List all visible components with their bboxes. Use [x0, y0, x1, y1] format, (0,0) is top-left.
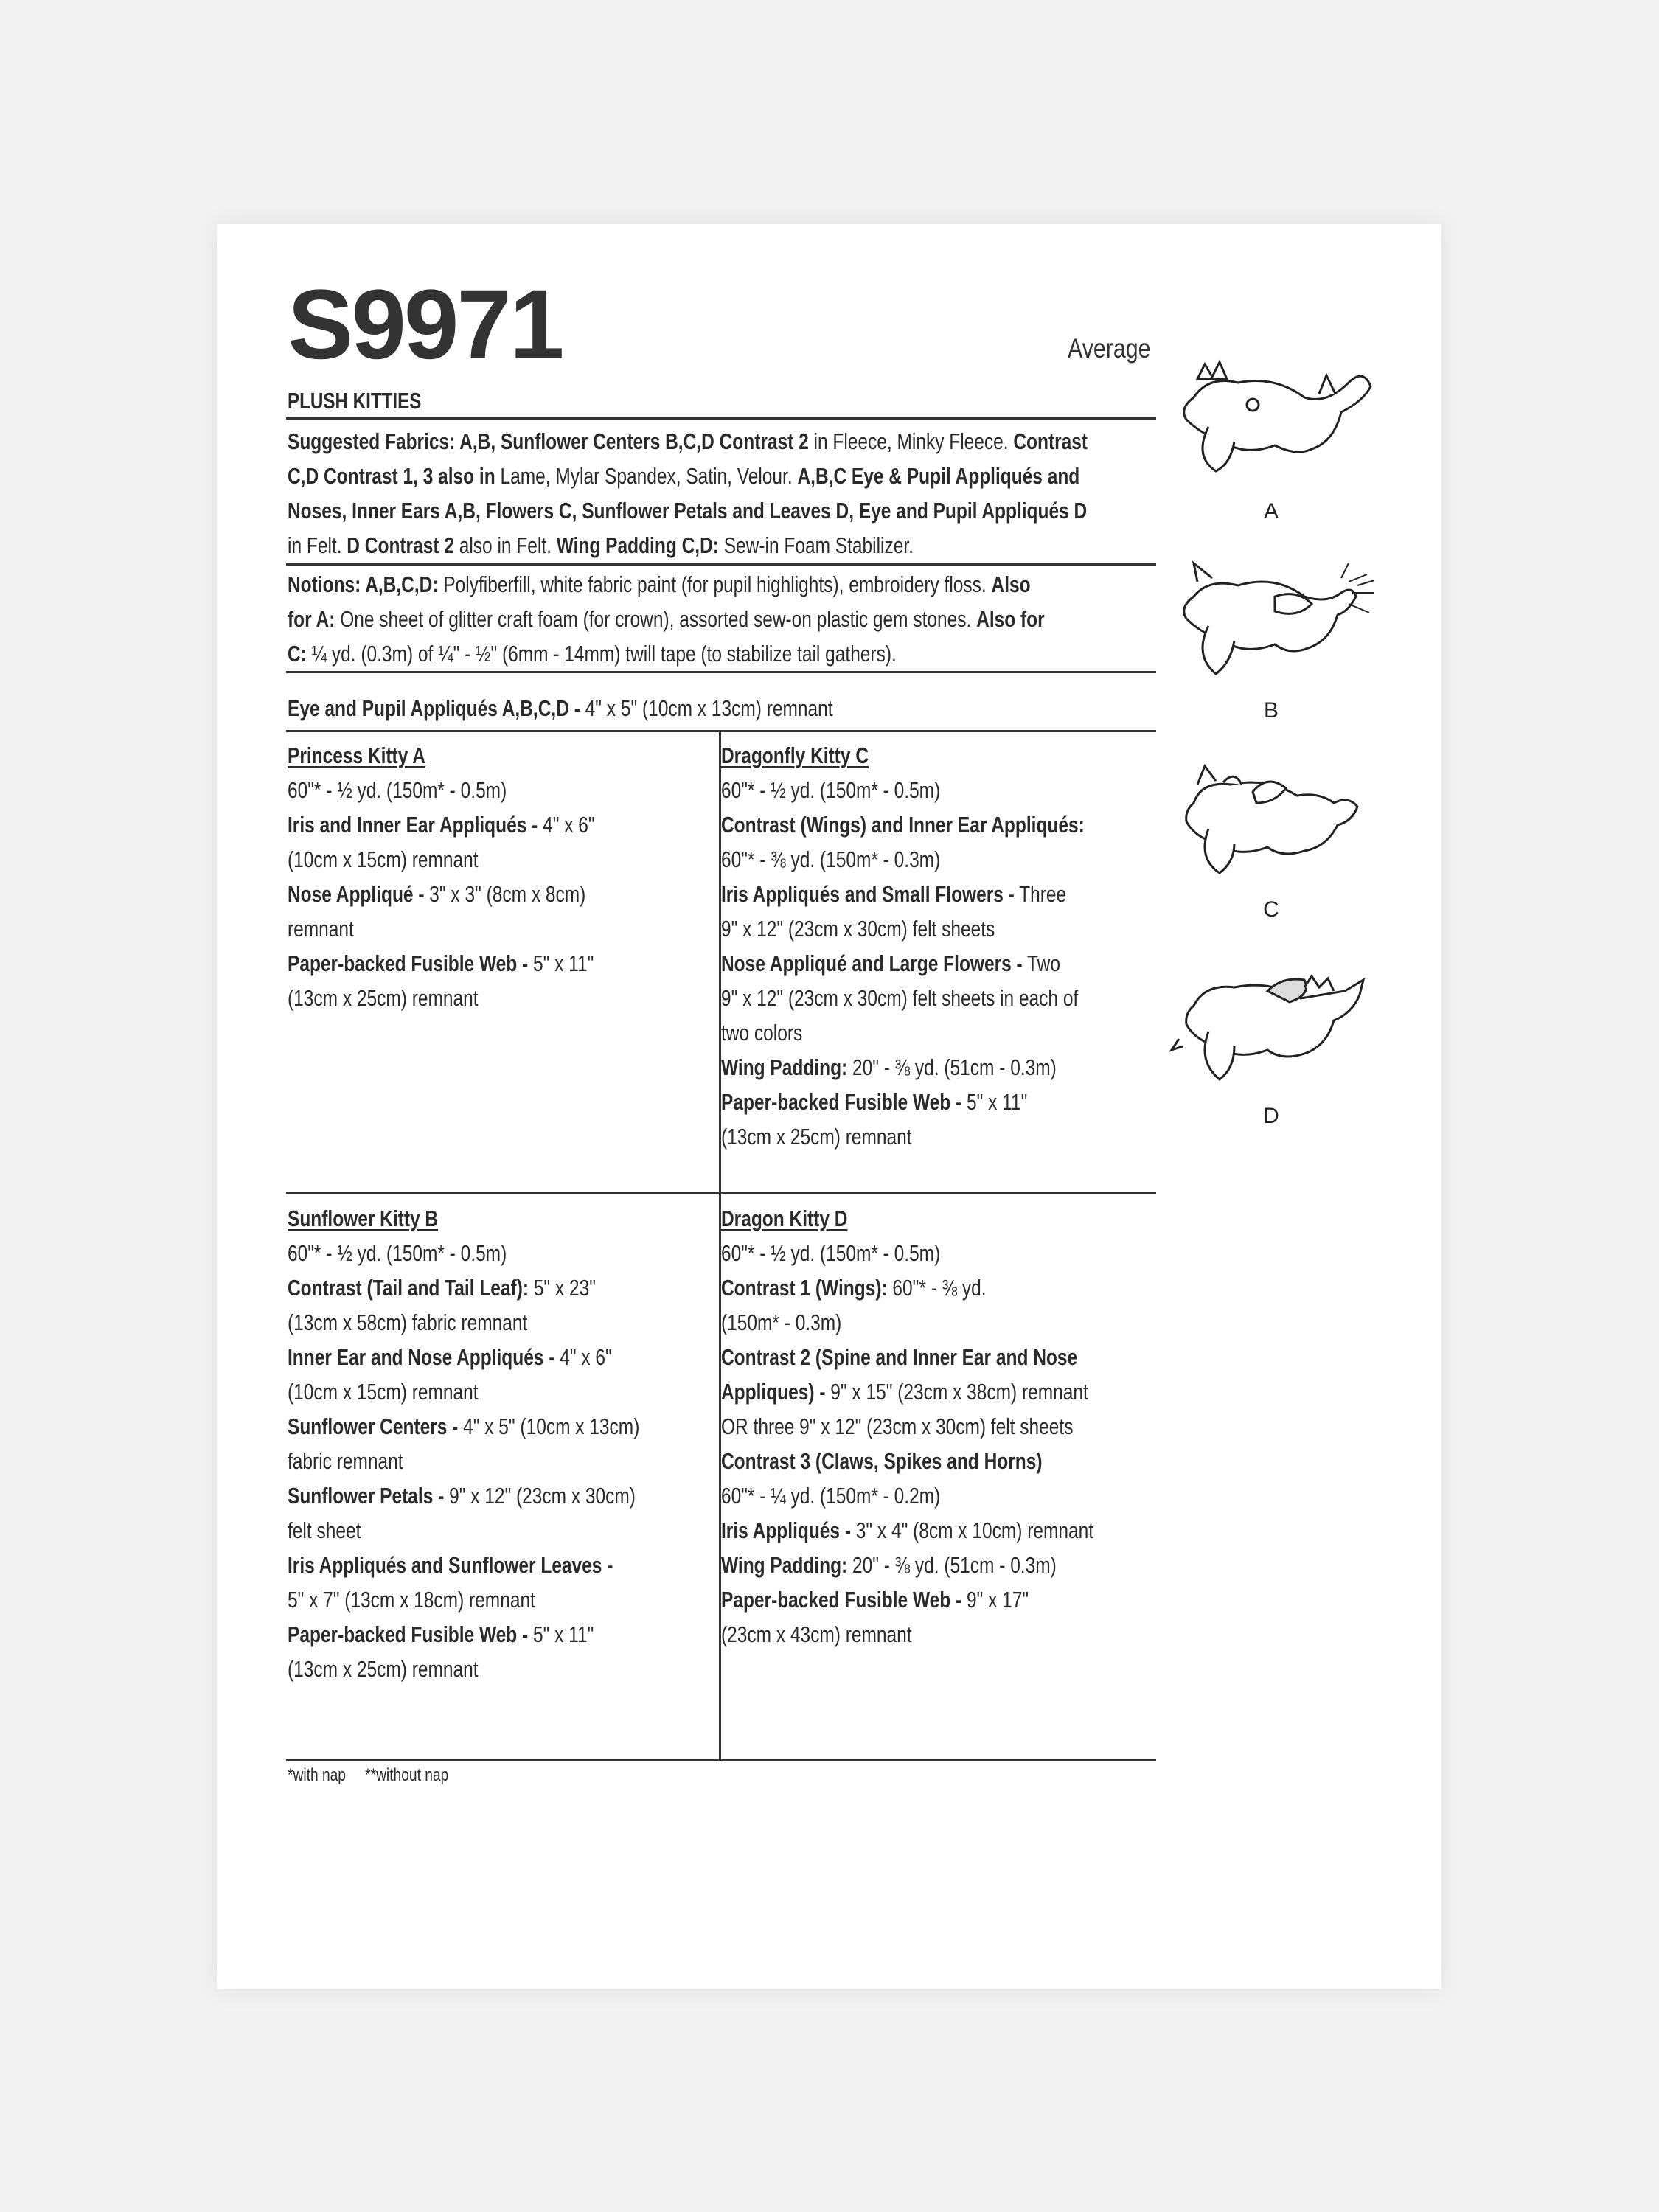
divider	[286, 730, 1156, 732]
text-line	[288, 1374, 639, 1409]
text-line	[288, 1652, 639, 1686]
text-run: 60"* - ¼ yd. (150m* - 0.2m)	[721, 1483, 941, 1509]
text-run: OR three 9" x 12" (23cm x 30cm) felt sheets	[721, 1413, 1074, 1439]
bold-label: C:	[288, 641, 307, 667]
text-line	[288, 911, 595, 946]
text-run: Polyfiberfill, white fabric paint (for pupil highlights), embroidery floss.	[438, 571, 992, 597]
eye-pupil-appliques	[288, 691, 833, 726]
bold-label: Wing Padding:	[721, 1054, 848, 1080]
text-run: (10cm x 15cm) remnant	[288, 846, 479, 872]
text-line	[721, 1085, 1085, 1119]
bold-label: D Contrast 2	[347, 532, 454, 558]
bold-label: for A:	[288, 606, 335, 632]
text-run: (13cm x 25cm) remnant	[288, 985, 479, 1011]
text-line	[288, 1409, 639, 1444]
text-line	[721, 1374, 1093, 1409]
dragonfly-kitty-illustration	[1164, 751, 1378, 891]
bold-label: Contrast (Wings) and Inner Ear Appliqués:	[721, 812, 1085, 838]
bold-label: Contrast (Tail and Tail Leaf):	[288, 1275, 529, 1301]
text-line	[721, 1119, 1085, 1154]
view-label-b: B	[1263, 698, 1279, 723]
text-run: 5" x 23"	[529, 1275, 596, 1301]
view-c	[1161, 751, 1382, 922]
text-line	[288, 1548, 639, 1582]
text-run: 4" x 6"	[538, 812, 595, 838]
text-line	[721, 1548, 1093, 1582]
text-run: felt sheet	[288, 1517, 361, 1543]
bold-label: Suggested Fabrics: A,B, Sunflower Centers B,C,D Contrast 2	[288, 428, 809, 454]
text-line	[721, 981, 1085, 1015]
pattern-title: PLUSH KITTIES	[288, 388, 422, 414]
text-line	[288, 1444, 639, 1478]
text-run: fabric remnant	[288, 1448, 403, 1474]
view-label-a: A	[1263, 499, 1279, 524]
bold-label: A,B,C Eye & Pupil Appliqués and	[797, 463, 1080, 489]
text-line	[288, 1513, 639, 1548]
text-line	[288, 1270, 639, 1305]
view-label-d: D	[1263, 1104, 1279, 1128]
bold-label: Noses, Inner Ears A,B, Flowers C, Sunflower Petals and Leaves D, Eye and Pupil Appliqués D	[288, 498, 1088, 524]
text-run: 9" x 12" (23cm x 30cm)	[444, 1483, 636, 1509]
text-line	[288, 981, 595, 1015]
text-line	[721, 773, 1085, 807]
bold-label: Iris and Inner Ear Appliqués -	[288, 812, 538, 838]
view-heading: Dragon Kitty D	[721, 1206, 848, 1231]
text-line	[721, 1513, 1093, 1548]
text-line	[288, 691, 833, 726]
text-line	[721, 1050, 1085, 1085]
bold-label: Paper-backed Fusible Web -	[721, 1089, 962, 1115]
text-line	[721, 877, 1085, 911]
text-run: (150m* - 0.3m)	[721, 1310, 842, 1335]
footnote-without-nap: **without nap	[365, 1765, 449, 1785]
text-line	[721, 1015, 1085, 1050]
text-run: (13cm x 58cm) fabric remnant	[288, 1310, 528, 1335]
text-line	[288, 1201, 639, 1236]
text-line	[721, 807, 1085, 842]
princess-kitty-illustration	[1164, 353, 1378, 493]
view-princess-kitty-a	[288, 738, 595, 1015]
text-run: Two	[1022, 950, 1060, 976]
bold-label: Inner Ear and Nose Appliqués -	[288, 1344, 555, 1370]
view-sunflower-kitty-b	[288, 1201, 639, 1686]
text-line	[288, 877, 595, 911]
view-heading: Sunflower Kitty B	[288, 1206, 439, 1231]
text-line	[721, 1444, 1093, 1478]
dragon-kitty-illustration	[1164, 950, 1378, 1098]
text-run: 60"* - ½ yd. (150m* - 0.5m)	[721, 1240, 941, 1266]
text-line	[721, 1478, 1093, 1513]
text-line	[721, 738, 1085, 773]
text-line	[288, 1478, 639, 1513]
bold-label: Paper-backed Fusible Web -	[288, 1621, 529, 1647]
divider	[286, 1192, 1156, 1194]
text-line	[721, 842, 1085, 877]
sunflower-kitty-illustration	[1164, 552, 1378, 692]
text-line	[721, 1305, 1093, 1340]
bold-label: Wing Padding C,D:	[556, 532, 719, 558]
view-b	[1161, 552, 1382, 723]
text-run: in Felt.	[288, 532, 347, 558]
text-run: 5" x 11"	[961, 1089, 1028, 1115]
view-label-c: C	[1263, 897, 1279, 922]
text-run: ¼ yd. (0.3m) of ¼" - ½" (6mm - 14mm) twill tape (to stabilize tail gathers).	[306, 641, 897, 667]
text-run: Lame, Mylar Spandex, Satin, Velour.	[495, 463, 798, 489]
text-run: (13cm x 25cm) remnant	[288, 1656, 479, 1682]
text-line	[288, 1236, 639, 1270]
bold-label: Sunflower Petals -	[288, 1483, 445, 1509]
text-run: 60"* - ½ yd. (150m* - 0.5m)	[721, 777, 941, 803]
bold-label: Eye and Pupil Appliqués A,B,C,D -	[288, 695, 580, 721]
text-run: 20" - ⅜ yd. (51cm - 0.3m)	[847, 1054, 1057, 1080]
text-run: Sew-in Foam Stabilizer.	[718, 532, 914, 558]
text-line	[288, 459, 1088, 493]
bold-label: Sunflower Centers -	[288, 1413, 459, 1439]
bold-label: Contrast 2 (Spine and Inner Ear and Nose	[721, 1344, 1078, 1370]
text-run: in Fleece, Minky Fleece.	[808, 428, 1014, 454]
pattern-number: S9971	[288, 270, 563, 380]
text-line	[288, 493, 1088, 528]
view-heading: Princess Kitty A	[288, 742, 425, 768]
text-line	[288, 738, 595, 773]
view-dragon-kitty-d	[721, 1201, 1093, 1652]
text-run: Three	[1014, 881, 1067, 907]
text-line	[288, 424, 1088, 459]
text-run: 3" x 3" (8cm x 8cm)	[424, 881, 586, 907]
bold-label: Contrast 1 (Wings):	[721, 1275, 888, 1301]
view-heading: Dragonfly Kitty C	[721, 742, 869, 768]
text-run: 60"* - ⅜ yd. (150m* - 0.3m)	[721, 846, 941, 872]
text-run: remnant	[288, 916, 354, 942]
notions	[288, 567, 1045, 671]
text-line	[721, 1201, 1093, 1236]
bold-label: Contrast	[1013, 428, 1088, 454]
text-line	[288, 1340, 639, 1374]
divider	[286, 417, 1156, 420]
text-run: 4" x 5" (10cm x 13cm)	[458, 1413, 640, 1439]
text-run: 9" x 17"	[961, 1587, 1029, 1613]
text-run: 20" - ⅜ yd. (51cm - 0.3m)	[847, 1552, 1057, 1578]
text-run: 9" x 12" (23cm x 30cm) felt sheets	[721, 916, 995, 942]
text-line	[288, 946, 595, 981]
bold-label: Iris Appliqués and Small Flowers -	[721, 881, 1015, 907]
divider	[286, 671, 1156, 673]
difficulty-level: Average	[1068, 333, 1151, 364]
text-line	[721, 1409, 1093, 1444]
text-run: 9" x 15" (23cm x 38cm) remnant	[825, 1379, 1088, 1405]
divider	[286, 563, 1156, 566]
footnotes	[288, 1765, 464, 1786]
bold-label: Also for	[976, 606, 1045, 632]
view-d	[1161, 950, 1382, 1129]
text-run: (13cm x 25cm) remnant	[721, 1124, 912, 1150]
text-line	[721, 1617, 1093, 1652]
text-run: 5" x 11"	[528, 950, 594, 976]
text-run: 4" x 6"	[554, 1344, 612, 1370]
bold-label: Contrast 3 (Claws, Spikes and Horns)	[721, 1448, 1043, 1474]
text-line	[288, 1582, 639, 1617]
text-line	[288, 807, 595, 842]
text-line	[288, 567, 1045, 602]
text-run: 4" x 5" (10cm x 13cm) remnant	[580, 695, 833, 721]
text-line	[288, 773, 595, 807]
bold-label: Nose Appliqué and Large Flowers -	[721, 950, 1023, 976]
pattern-envelope-back	[217, 224, 1441, 1989]
text-run: 5" x 7" (13cm x 18cm) remnant	[288, 1587, 535, 1613]
text-run: One sheet of glitter craft foam (for crown), assorted sew-on plastic gem stones.	[335, 606, 977, 632]
text-run: (10cm x 15cm) remnant	[288, 1379, 479, 1405]
text-line	[288, 528, 1088, 563]
text-run: 60"* - ½ yd. (150m* - 0.5m)	[288, 777, 507, 803]
bold-label: Iris Appliqués -	[721, 1517, 851, 1543]
text-run: 60"* - ½ yd. (150m* - 0.5m)	[288, 1240, 507, 1266]
text-run: 5" x 11"	[528, 1621, 594, 1647]
text-line	[721, 1340, 1093, 1374]
text-run: 3" x 4" (8cm x 10cm) remnant	[850, 1517, 1094, 1543]
text-line	[721, 1270, 1093, 1305]
text-run: 60"* - ⅜ yd.	[887, 1275, 987, 1301]
text-run: (23cm x 43cm) remnant	[721, 1621, 912, 1647]
bold-label: Appliques) -	[721, 1379, 826, 1405]
bold-label: C,D Contrast 1, 3 also in	[288, 463, 495, 489]
text-run: 9" x 12" (23cm x 30cm) felt sheets in each of	[721, 985, 1079, 1011]
view-a	[1161, 353, 1382, 524]
bold-label: Paper-backed Fusible Web -	[288, 950, 529, 976]
text-line	[288, 636, 1045, 671]
text-line	[288, 602, 1045, 636]
text-line	[721, 911, 1085, 946]
bold-label: Paper-backed Fusible Web -	[721, 1587, 962, 1613]
text-line	[288, 1617, 639, 1652]
text-run: also in Felt.	[453, 532, 557, 558]
suggested-fabrics	[288, 424, 1088, 563]
text-line	[721, 1582, 1093, 1617]
footnote-with-nap: *with nap	[288, 1765, 346, 1785]
view-dragonfly-kitty-c	[721, 738, 1085, 1154]
bold-label: Notions: A,B,C,D:	[288, 571, 439, 597]
text-line	[721, 946, 1085, 981]
bold-label: Iris Appliqués and Sunflower Leaves -	[288, 1552, 613, 1578]
bold-label: Nose Appliqué -	[288, 881, 425, 907]
text-line	[721, 1236, 1093, 1270]
bold-label: Wing Padding:	[721, 1552, 848, 1578]
text-line	[288, 1305, 639, 1340]
text-run: two colors	[721, 1020, 803, 1046]
bold-label: Also	[991, 571, 1031, 597]
divider	[286, 1759, 1156, 1761]
text-line	[288, 842, 595, 877]
